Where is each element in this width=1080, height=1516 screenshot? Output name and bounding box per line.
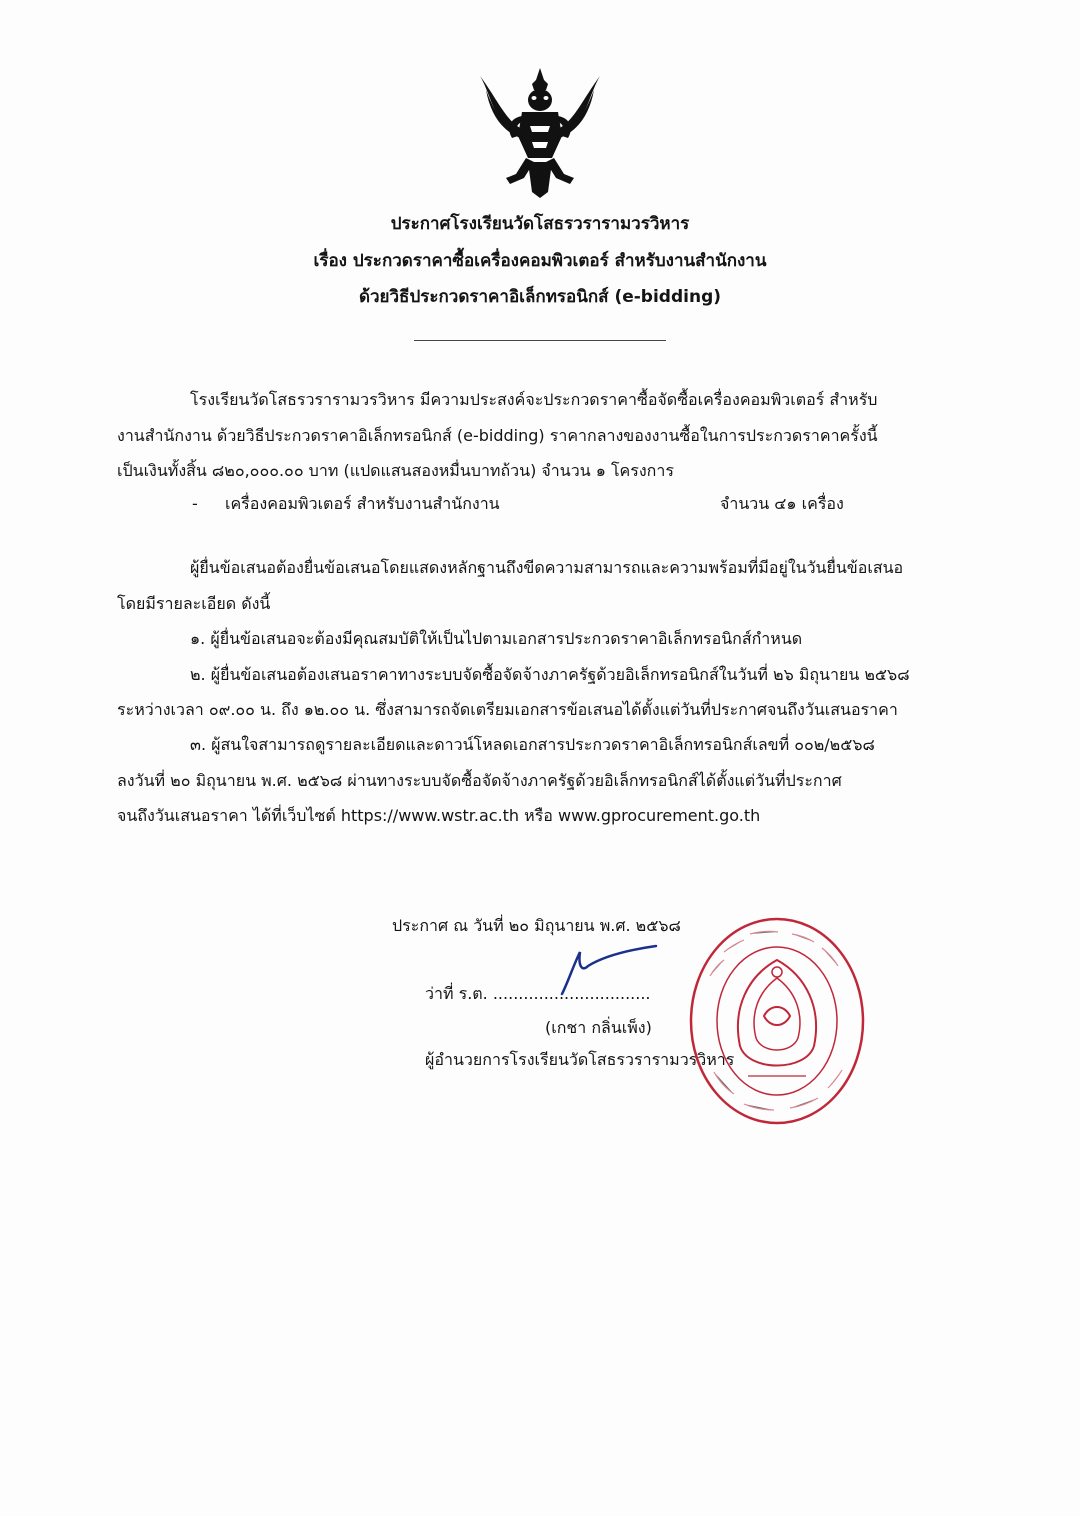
requirement-3-line-1: ๓. ผู้สนใจสามารถดูรายละเอียดและดาวน์โหลดเอกสารประกวดราคาอิเล็กทรอนิกส์เลขที่ ๐๐๒/๒๕๖๘	[190, 735, 875, 754]
requirement-3-line-2: ลงวันที่ ๒๐ มิถุนายน พ.ศ. ๒๕๖๘ ผ่านทางระบบจัดซื้อจัดจ้างภาครัฐด้วยอิเล็กทรอนิกส์ได้ตั้งแต่วันที่ประกาศ	[117, 771, 842, 790]
requirement-2-line-1: ๒. ผู้ยื่นข้อเสนอต้องเสนอราคาทางระบบจัดซื้อจัดจ้างภาครัฐด้วยอิเล็กทรอนิกส์ในวันที่ ๒๖ มิถุนายน ๒๕๖๘	[190, 665, 910, 684]
garuda-emblem-icon	[472, 66, 608, 200]
announce-date: ประกาศ ณ วันที่ ๒๐ มิถุนายน พ.ศ. ๒๕๖๘	[392, 916, 681, 935]
intro-line-3: เป็นเงินทั้งสิ้น ๘๒๐,๐๐๐.๐๐ บาท (แปดแสนสองหมื่นบาทถ้วน) จำนวน ๑ โครงการ	[117, 461, 674, 480]
signer-name: (เกชา กลิ่นเพ็ง)	[545, 1018, 652, 1037]
handwritten-signature	[548, 942, 668, 1002]
signer-title: ว่าที่ ร.ต. ...............................	[425, 984, 651, 1003]
announcement-method: ด้วยวิธีประกวดราคาอิเล็กทรอนิกส์ (e-bidding)	[358, 287, 722, 307]
item-name: เครื่องคอมพิวเตอร์ สำหรับงานสำนักงาน	[225, 494, 500, 513]
requirement-1: ๑. ผู้ยื่นข้อเสนอจะต้องมีคุณสมบัติให้เป็นไปตามเอกสารประกวดราคาอิเล็กทรอนิกส์กำหนด	[190, 629, 803, 648]
announcement-subject: เรื่อง ประกวดราคาซื้อเครื่องคอมพิวเตอร์ สำหรับงานสำนักงาน	[313, 251, 767, 271]
requirements-intro-2: โดยมีรายละเอียด ดังนี้	[117, 594, 271, 613]
header-divider	[414, 340, 666, 341]
item-quantity: จำนวน ๔๑ เครื่อง	[720, 494, 844, 513]
requirement-3-line-3: จนถึงวันเสนอราคา ได้ที่เว็บไซต์ https://www.wstr.ac.th หรือ www.gprocurement.go.th	[117, 806, 761, 825]
requirements-intro-1: ผู้ยื่นข้อเสนอต้องยื่นข้อเสนอโดยแสดงหลักฐานถึงขีดความสามารถและความพร้อมที่มีอยู่ในวันยื่นข้อเสนอ	[190, 558, 904, 577]
intro-line-2: งานสำนักงาน ด้วยวิธีประกวดราคาอิเล็กทรอนิกส์ (e-bidding) ราคากลางของงานซื้อในการประกวดราคาครั้งนี้	[117, 426, 878, 445]
item-bullet: -	[192, 494, 198, 513]
intro-line-1: โรงเรียนวัดโสธรวรารามวรวิหาร มีความประสงค์จะประกวดราคาซื้อจัดซื้อเครื่องคอมพิวเตอร์ สำหรับ	[190, 390, 878, 409]
signer-position: ผู้อำนวยการโรงเรียนวัดโสธรวรารามวรวิหาร	[425, 1050, 735, 1069]
school-seal-stamp-icon	[688, 916, 866, 1126]
requirement-2-line-2: ระหว่างเวลา ๐๙.๐๐ น. ถึง ๑๒.๐๐ น. ซึ่งสามารถจัดเตรียมเอกสารข้อเสนอได้ตั้งแต่วันที่ประกาศจนถึงวันเสนอราคา	[117, 700, 898, 719]
announcement-title: ประกาศโรงเรียนวัดโสธรวรารามวรวิหาร	[390, 214, 690, 234]
